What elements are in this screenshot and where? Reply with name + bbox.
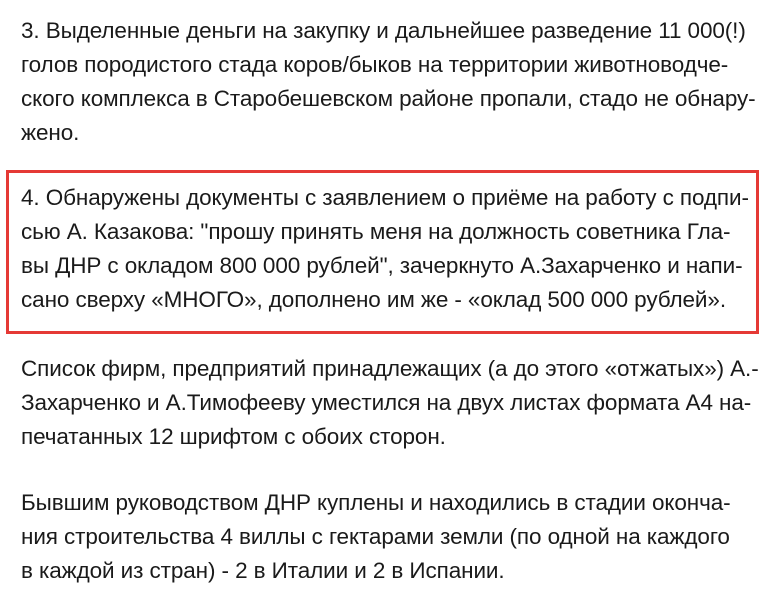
paragraph-line: сано сверху «МНОГО», дополнено им же - «оклад 500 000 рублей». [21,287,726,312]
paragraph-line: 3. Выделенные деньги на закупку и дальнейшее разведение 11 000(!) [21,18,746,43]
paragraph-line: вы ДНР с окладом 800 000 рублей", зачеркнуто А.Захарченко и напи- [21,253,743,278]
paragraph-line: 4. Обнаружены документы с заявлением о приёме на работу с подпи- [21,185,749,210]
paragraph-line: ния строительства 4 виллы с гектарами земли (по одной на каждого [21,524,730,549]
paragraph-line: жено. [21,120,80,145]
paragraph-line: Захарченко и А.Тимофееву уместился на двух листах формата А4 на- [21,390,752,415]
paragraph-line: Бывшим руководством ДНР куплены и находились в стадии оконча- [21,490,731,515]
paragraph-line: голов породистого стада коров/быков на территории животноводче- [21,52,729,77]
paragraph-line: ского комплекса в Старобешевском районе пропали, стадо не обнару- [21,86,756,111]
paragraph-line: в каждой из стран) - 2 в Италии и 2 в Испании. [21,558,505,583]
paragraph-line: печатанных 12 шрифтом с обоих сторон. [21,424,446,449]
paragraph-line: Список фирм, предприятий принадлежащих (а до этого «отжатых») А.- [21,356,759,381]
paragraph-line: сью А. Казакова: "прошу принять меня на должность советника Гла- [21,219,731,244]
